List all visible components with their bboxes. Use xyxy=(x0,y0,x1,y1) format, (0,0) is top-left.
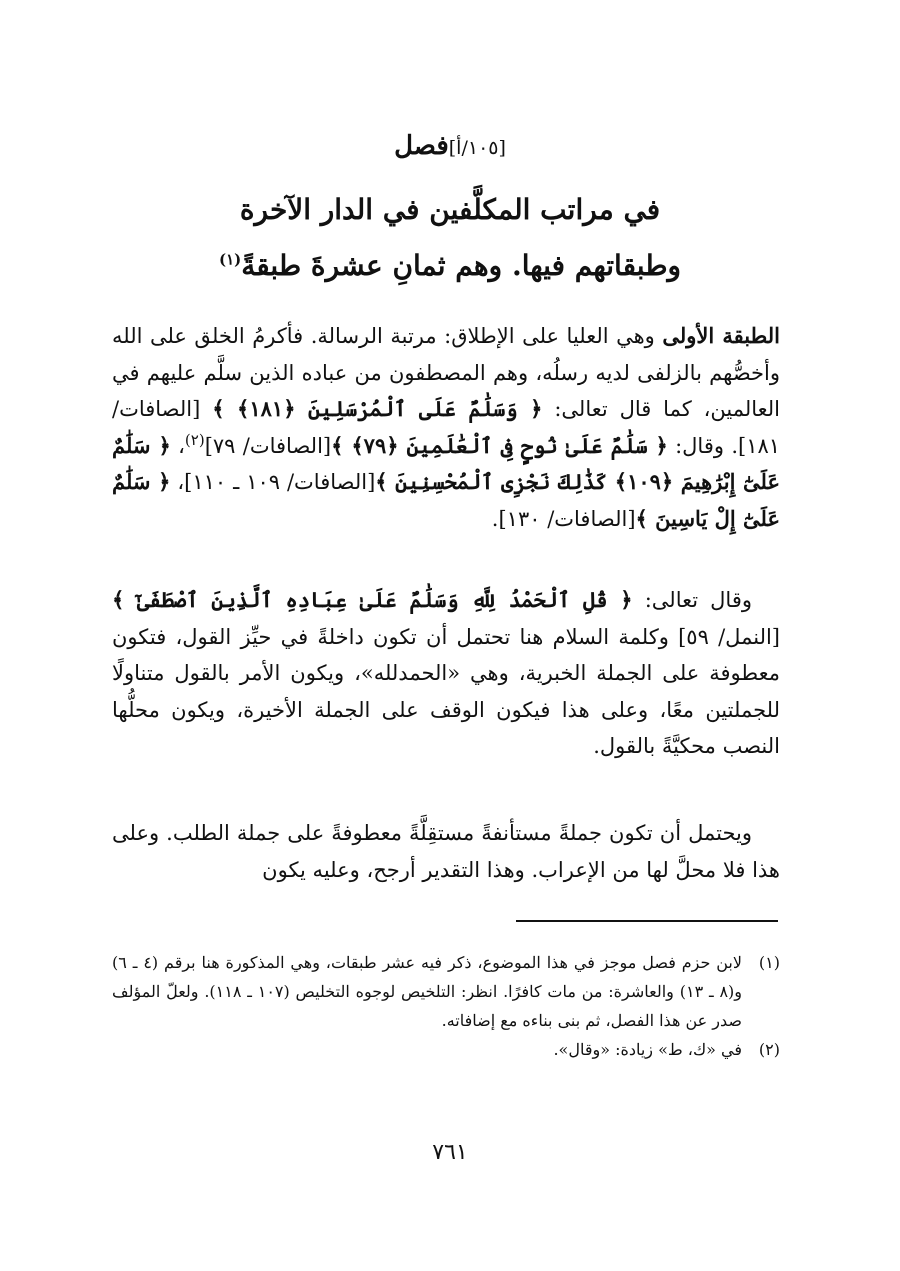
paragraph-text: ويحتمل أن تكون جملةً مستأنفةً مستقِلَّةً معطوفةً على جملة الطلب. وعلى هذا فلا محلَّ لها من الإعراب. وهذا التقدير أرجح، وعليه يكون xyxy=(112,821,780,882)
paragraph-first-tier xyxy=(112,318,780,538)
footnote-text: في «ك، ط» زيادة: «وقال». xyxy=(553,1040,742,1059)
footnote-separator xyxy=(516,920,778,922)
footnote-number: (٢) xyxy=(758,1040,780,1059)
footnote-reference-2: (٢) xyxy=(184,430,205,449)
paragraph-salam-analysis xyxy=(112,582,780,765)
paragraph-text: ، xyxy=(170,433,185,458)
paragraph-alternative-reading xyxy=(112,815,780,888)
footnote-reference-1: (١) xyxy=(218,250,242,269)
footnote-text: لابن حزم فصل موجز في هذا الموضوع، ذكر فيه عشر طبقات، وهي المذكورة هنا برقم (٤ ـ ٦) و(٨ ـ ١٣) والعاشرة: من مات كافرًا. انظر: التلخيص لوجوه التخليص (١٠٧ ـ ١١٨). ولعلّ المؤلف صدر عن هذا الفصل، ثم بنى بناءه مع إضافاته. xyxy=(112,953,743,1030)
verse-citation: [الصافات/ ٧٩] xyxy=(204,433,332,458)
chapter-title-line-1: في مراتب المكلَّفين في الدار الآخرة xyxy=(239,193,661,226)
footnote-number: (١) xyxy=(758,953,780,972)
quran-verse: ﴿ سَلَٰمٌ عَلَىٰٓ إِبْرَٰهِيمَ ﴿١٠٩﴾ كَذَٰلِكَ نَجْزِى ٱلْمُحْسِنِينَ ﴾ xyxy=(112,432,780,495)
section-header xyxy=(0,128,900,166)
paragraph-text: وقال تعالى: xyxy=(632,588,752,612)
section-label: فصل xyxy=(394,131,449,161)
chapter-title-line-2 xyxy=(120,246,780,286)
manuscript-folio-reference: [١٠٥/أ] xyxy=(448,137,506,159)
verse-citation: [الصافات/ ١٣٠]. xyxy=(491,506,636,531)
footnotes xyxy=(112,948,780,1064)
verse-citation: [الصافات/ ١٠٩ ـ ١١٠]، xyxy=(170,470,376,495)
paragraph-text: [الصافات/ ١٨١]. وقال: xyxy=(112,397,781,458)
paragraph-text: [النمل/ ٥٩] وكلمة السلام هنا تحتمل أن تكون داخلةً في حيِّز القول، فتكون معطوفة على الجملة الخبرية، وهي «الحمدلله»، ويكون الأمر بالقول متناولًا للجملتين معًا، وعلى هذا فيكون الوقف على الجملة الأخيرة، ويكون محلُّها النصب محكيَّةً بالقول. xyxy=(112,624,780,759)
footnote-item xyxy=(112,1035,780,1064)
quran-verse: ﴿ سَلَٰمٌ عَلَىٰ نُوحٍ فِى ٱلْعَٰلَمِينَ ﴿٧٩﴾ ﴾ xyxy=(331,432,668,458)
paragraph-text: وهي العليا على الإطلاق: مرتبة الرسالة. فأكرمُ الخلق على الله وأخصُّهم بالزلفى لديه رسلُه، وهم المصطفون من عباده الذين سلَّم عليهم في العالمين، كما قال تعالى: xyxy=(112,324,780,422)
quran-verse: ﴿ سَلَٰمٌ عَلَىٰٓ إِلْ يَاسِينَ ﴾ xyxy=(112,469,780,531)
footnote-item xyxy=(112,948,780,1035)
page-number: ٧٦١ xyxy=(432,1140,468,1165)
chapter-title-text: وطبقاتهم فيها. وهم ثمانِ عشرةَ طبقةً xyxy=(241,249,682,282)
quran-verse: ﴿ قُلِ ٱلْحَمْدُ لِلَّهِ وَسَلَٰمٌ عَلَىٰ عِبَادِهِ ٱلَّذِينَ ٱصْطَفَىٰٓ ﴾ xyxy=(112,587,633,612)
quran-verse: ﴿ وَسَلَٰمٌ عَلَى ٱلْمُرْسَلِينَ ﴿١٨١﴾ ﴾ xyxy=(212,396,543,422)
paragraph-lead-term: الطبقة الأولى xyxy=(662,323,781,348)
